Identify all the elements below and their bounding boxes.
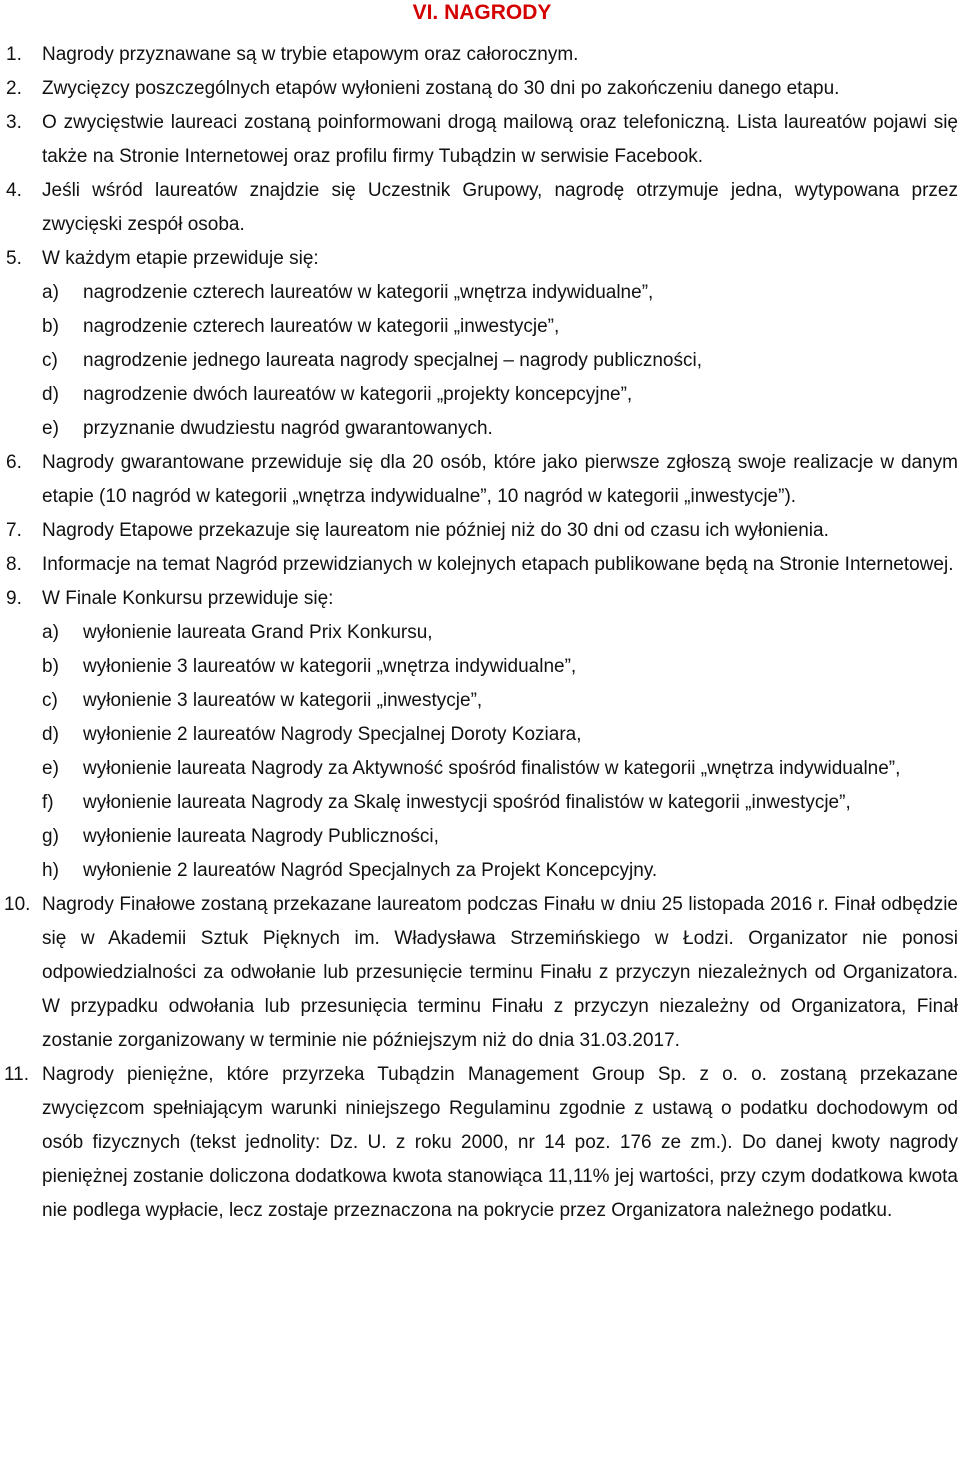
- sub-item-letter: h): [42, 860, 59, 881]
- sub-item: [42, 854, 958, 888]
- rule-text: Zwycięzcy poszczególnych etapów wyłonieni zostaną do 30 dni po zakończeniu danego etapu.: [42, 78, 840, 99]
- sub-item: [42, 378, 958, 412]
- rule-item: [6, 38, 958, 72]
- sub-item-text: wyłonienie 2 laureatów Nagród Specjalnych za Projekt Koncepcyjny.: [83, 860, 658, 881]
- rule-text: O zwycięstwie laureaci zostaną poinformowani drogą mailową oraz telefoniczną. Lista laureatów pojawi się także na Stronie Internetowej oraz profilu firmy Tubądzin w serwisie Facebook.: [42, 112, 958, 167]
- rule-item: [6, 1058, 958, 1228]
- sub-list: [42, 616, 958, 888]
- sub-item-text: nagrodzenie jednego laureata nagrody specjalnej – nagrody publiczności,: [83, 350, 702, 371]
- sub-item: [42, 344, 958, 378]
- rule-text: Nagrody przyznawane są w trybie etapowym oraz całorocznym.: [42, 44, 579, 65]
- rule-number: 9.: [6, 588, 22, 609]
- rule-number: 5.: [6, 248, 22, 269]
- rule-number: 2.: [6, 78, 22, 99]
- section-title: VI. NAGRODY: [412, 1, 552, 24]
- sub-item: [42, 412, 958, 446]
- rule-number: 11.: [4, 1064, 30, 1085]
- rule-number: 4.: [6, 180, 22, 201]
- sub-item-text: wyłonienie laureata Nagrody za Aktywność spośród finalistów w kategorii „wnętrza indywidualne”,: [83, 758, 901, 779]
- sub-item-text: nagrodzenie dwóch laureatów w kategorii „projekty koncepcyjne”,: [83, 384, 633, 405]
- sub-item-letter: c): [42, 690, 58, 711]
- sub-item-letter: d): [42, 384, 59, 405]
- rule-text: W każdym etapie przewiduje się:: [42, 248, 319, 269]
- rule-text: Nagrody Etapowe przekazuje się laureatom nie później niż do 30 dni od czasu ich wyłonienia.: [42, 520, 829, 541]
- rule-item: [6, 888, 958, 1058]
- sub-item: [42, 718, 958, 752]
- sub-item-letter: e): [42, 758, 59, 779]
- sub-item-text: wyłonienie 3 laureatów w kategorii „inwestycje”,: [83, 690, 483, 711]
- sub-item-text: nagrodzenie czterech laureatów w kategorii „inwestycje”,: [83, 316, 560, 337]
- rule-number: 7.: [6, 520, 22, 541]
- rule-item: [6, 582, 958, 888]
- sub-item: [42, 786, 958, 820]
- rule-item: [6, 514, 958, 548]
- sub-item: [42, 752, 958, 786]
- sub-item-letter: c): [42, 350, 58, 371]
- rule-item: [6, 242, 958, 446]
- sub-item-letter: a): [42, 622, 59, 643]
- sub-item: [42, 820, 958, 854]
- rule-text: Jeśli wśród laureatów znajdzie się Uczestnik Grupowy, nagrodę otrzymuje jedna, wytypowana przez zwycięski zespół osoba.: [42, 180, 958, 235]
- rules-list: [6, 38, 958, 1228]
- sub-item-text: wyłonienie 2 laureatów Nagrody Specjalnej Doroty Koziara,: [83, 724, 582, 745]
- rule-item: [6, 72, 958, 106]
- sub-item-text: wyłonienie laureata Nagrody Publiczności,: [83, 826, 439, 847]
- sub-item: [42, 310, 958, 344]
- rule-number: 8.: [6, 554, 22, 575]
- rule-number: 10.: [4, 894, 31, 915]
- sub-item-text: przyznanie dwudziestu nagród gwarantowanych.: [83, 418, 493, 439]
- rule-text: W Finale Konkursu przewiduje się:: [42, 588, 334, 609]
- sub-item-letter: d): [42, 724, 59, 745]
- sub-item-text: wyłonienie laureata Nagrody za Skalę inwestycji spośród finalistów w kategorii „inwestycje”,: [83, 792, 851, 813]
- sub-item-letter: e): [42, 418, 59, 439]
- rule-text: Nagrody Finałowe zostaną przekazane laureatom podczas Finału w dniu 25 listopada 2016 r. Finał odbędzie się w Akademii Sztuk Pięknych im. Władysława Strzemińskiego w Łodzi. Organizator nie ponosi odpowiedzialności za odwołanie lub przesunięcie terminu Finału z przyczyn niezależnych od Organizatora. W przypadku odwołania lub przesunięcia terminu Finału z przyczyn niezależny od Organizatora, Finał zostanie zorganizowany w terminie nie późniejszym niż do dnia 31.03.2017.: [42, 894, 958, 1051]
- rule-number: 6.: [6, 452, 22, 473]
- rule-text: Nagrody gwarantowane przewiduje się dla 20 osób, które jako pierwsze zgłoszą swoje realizacje w danym etapie (10 nagród w kategorii „wnętrza indywidualne”, 10 nagród w kategorii „inwestycje”).: [42, 452, 958, 507]
- rule-item: [6, 548, 958, 582]
- sub-item-text: nagrodzenie czterech laureatów w kategorii „wnętrza indywidualne”,: [83, 282, 654, 303]
- sub-item: [42, 276, 958, 310]
- rule-text: Nagrody pieniężne, które przyrzeka Tubądzin Management Group Sp. z o. o. zostaną przekazane zwycięzcom spełniającym warunki niniejszego Regulaminu zgodnie z ustawą o podatku dochodowym od osób fizycznych (tekst jednolity: Dz. U. z roku 2000, nr 14 poz. 176 ze zm.). Do danej kwoty nagrody pieniężnej zostanie doliczona dodatkowa kwota stanowiąca 11,11% jej wartości, przy czym dodatkowa kwota nie podlega wypłacie, lecz zostaje przeznaczona na pokrycie przez Organizatora należnego podatku.: [42, 1064, 958, 1221]
- rule-item: [6, 446, 958, 514]
- rule-number: 1.: [6, 44, 22, 65]
- sub-item-letter: f): [42, 792, 54, 813]
- rule-item: [6, 174, 958, 242]
- sub-item-text: wyłonienie laureata Grand Prix Konkursu,: [83, 622, 433, 643]
- sub-item: [42, 684, 958, 718]
- sub-item-letter: b): [42, 316, 59, 337]
- sub-item-letter: b): [42, 656, 59, 677]
- sub-item: [42, 616, 958, 650]
- sub-item-letter: a): [42, 282, 59, 303]
- rule-item: [6, 106, 958, 174]
- sub-list: [42, 276, 958, 446]
- sub-item: [42, 650, 958, 684]
- sub-item-text: wyłonienie 3 laureatów w kategorii „wnętrza indywidualne”,: [83, 656, 577, 677]
- rule-number: 3.: [6, 112, 22, 133]
- rule-text: Informacje na temat Nagród przewidzianych w kolejnych etapach publikowane będą na Stronie Internetowej.: [42, 554, 954, 575]
- sub-item-letter: g): [42, 826, 59, 847]
